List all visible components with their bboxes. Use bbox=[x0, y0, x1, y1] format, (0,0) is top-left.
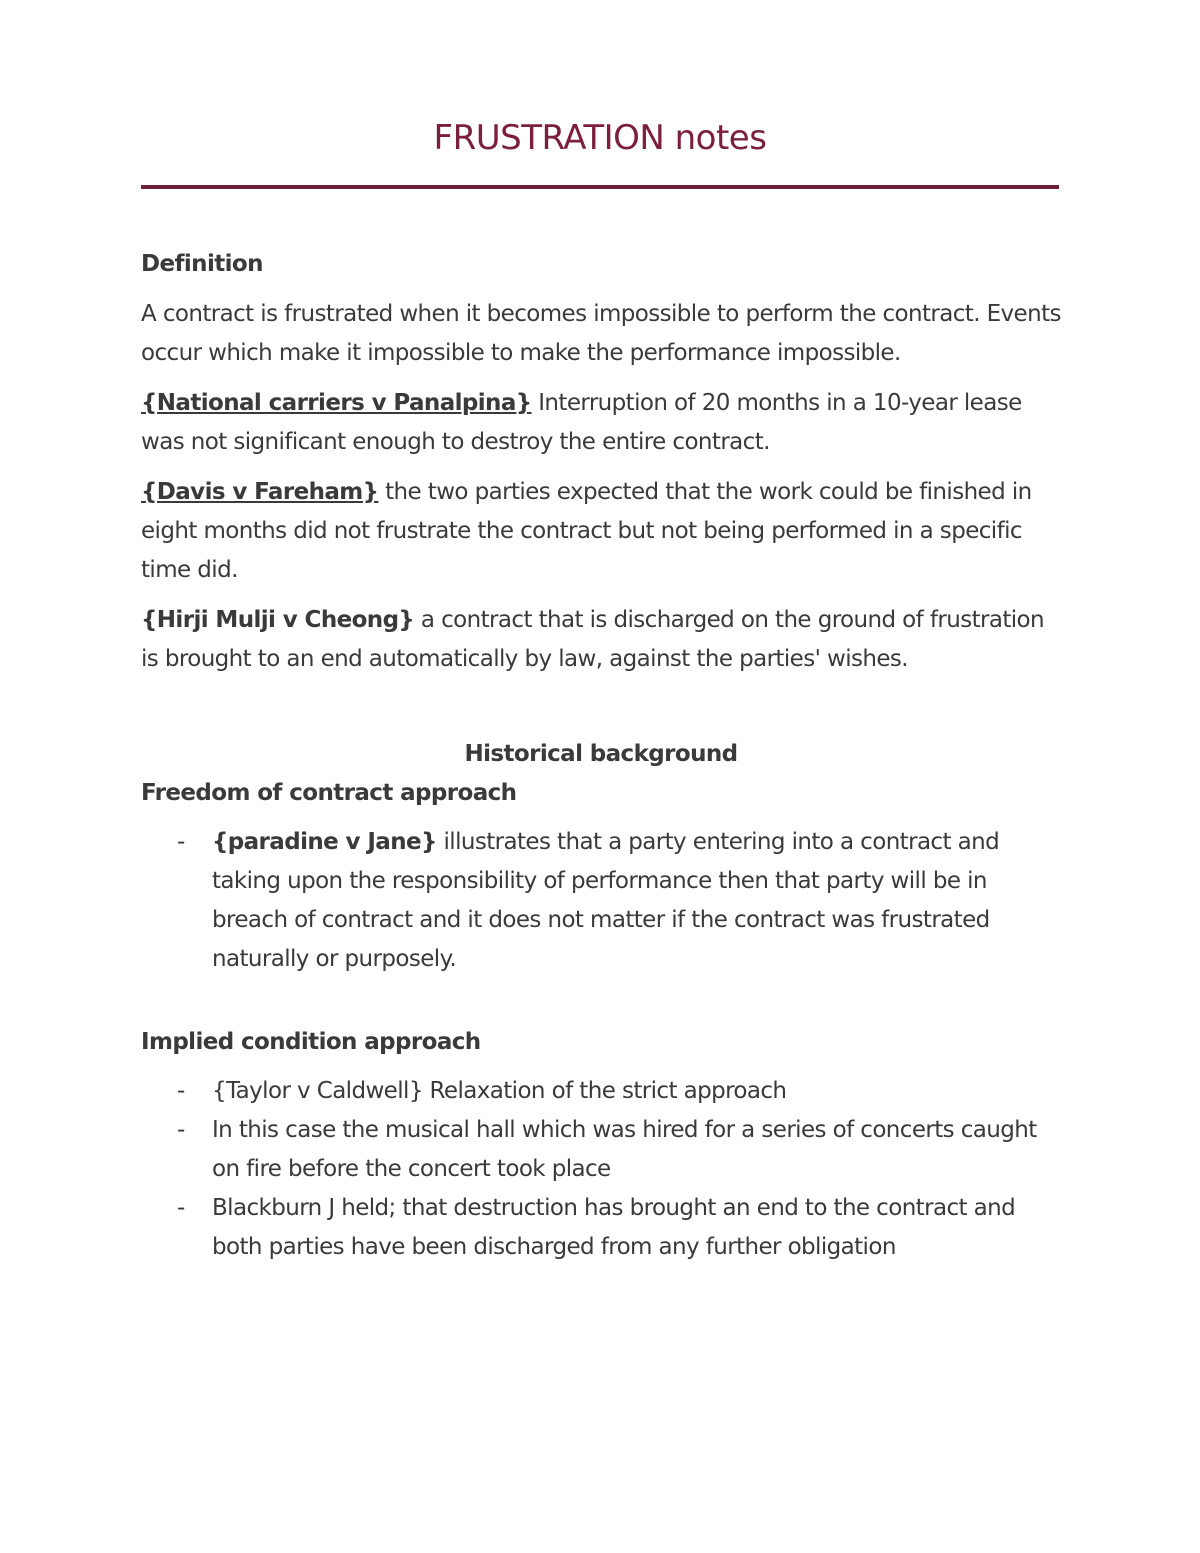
case-paragraph bbox=[141, 384, 1061, 462]
item-text: In this case the musical hall which was hired for a series of concerts caught on fire before the concert took place bbox=[212, 1117, 1037, 1182]
list-item bbox=[141, 823, 1061, 979]
case-paragraph bbox=[141, 601, 1061, 679]
item-text: {Taylor v Caldwell} Relaxation of the strict approach bbox=[212, 1078, 787, 1104]
case-text: the two parties expected that the work could be finished in eight months did not frustrate the contract but not being performed in a specific time did. bbox=[141, 479, 1032, 583]
list-item bbox=[141, 1111, 1061, 1189]
dash-bullet: - bbox=[177, 829, 185, 855]
freedom-heading: Freedom of contract approach bbox=[141, 780, 517, 806]
case-name: {Hirji Mulji v Cheong} bbox=[141, 607, 415, 633]
dash-bullet: - bbox=[177, 1117, 185, 1143]
case-name: {Davis v Fareham} bbox=[141, 479, 379, 505]
case-text: a contract that is discharged on the ground of frustration is brought to an end automatically by law, against the parties' wishes. bbox=[141, 607, 1044, 672]
case-text: Interruption of 20 months in a 10-year lease was not significant enough to destroy the entire contract. bbox=[141, 390, 1022, 455]
list-item bbox=[141, 1072, 1061, 1111]
dash-bullet: - bbox=[177, 1195, 185, 1221]
dash-bullet: - bbox=[177, 1078, 185, 1104]
freedom-list bbox=[141, 823, 1061, 979]
title-divider bbox=[141, 185, 1059, 189]
case-paragraph bbox=[141, 473, 1061, 590]
definition-text: A contract is frustrated when it becomes impossible to perform the contract. Events occur which make it impossible to make the performance impossible. bbox=[141, 301, 1061, 366]
implied-list bbox=[141, 1072, 1061, 1267]
case-name: {paradine v Jane} bbox=[212, 829, 437, 855]
document-title: FRUSTRATION notes bbox=[433, 118, 767, 158]
case-name: {National carriers v Panalpina} bbox=[141, 390, 532, 416]
implied-heading: Implied condition approach bbox=[141, 1029, 481, 1055]
section-spacer bbox=[141, 979, 1061, 1023]
item-text: Blackburn J held; that destruction has brought an end to the contract and both parties have been discharged from any further obligation bbox=[212, 1195, 1016, 1260]
definition-heading: Definition bbox=[141, 251, 263, 277]
item-text: illustrates that a party entering into a contract and taking upon the responsibility of performance then that party will be in breach of contract and it does not matter if the contract was frustrated naturally or purposely. bbox=[212, 829, 1000, 972]
list-item bbox=[141, 1189, 1061, 1267]
document-body bbox=[141, 245, 1061, 1267]
historical-heading: Historical background bbox=[464, 741, 738, 767]
